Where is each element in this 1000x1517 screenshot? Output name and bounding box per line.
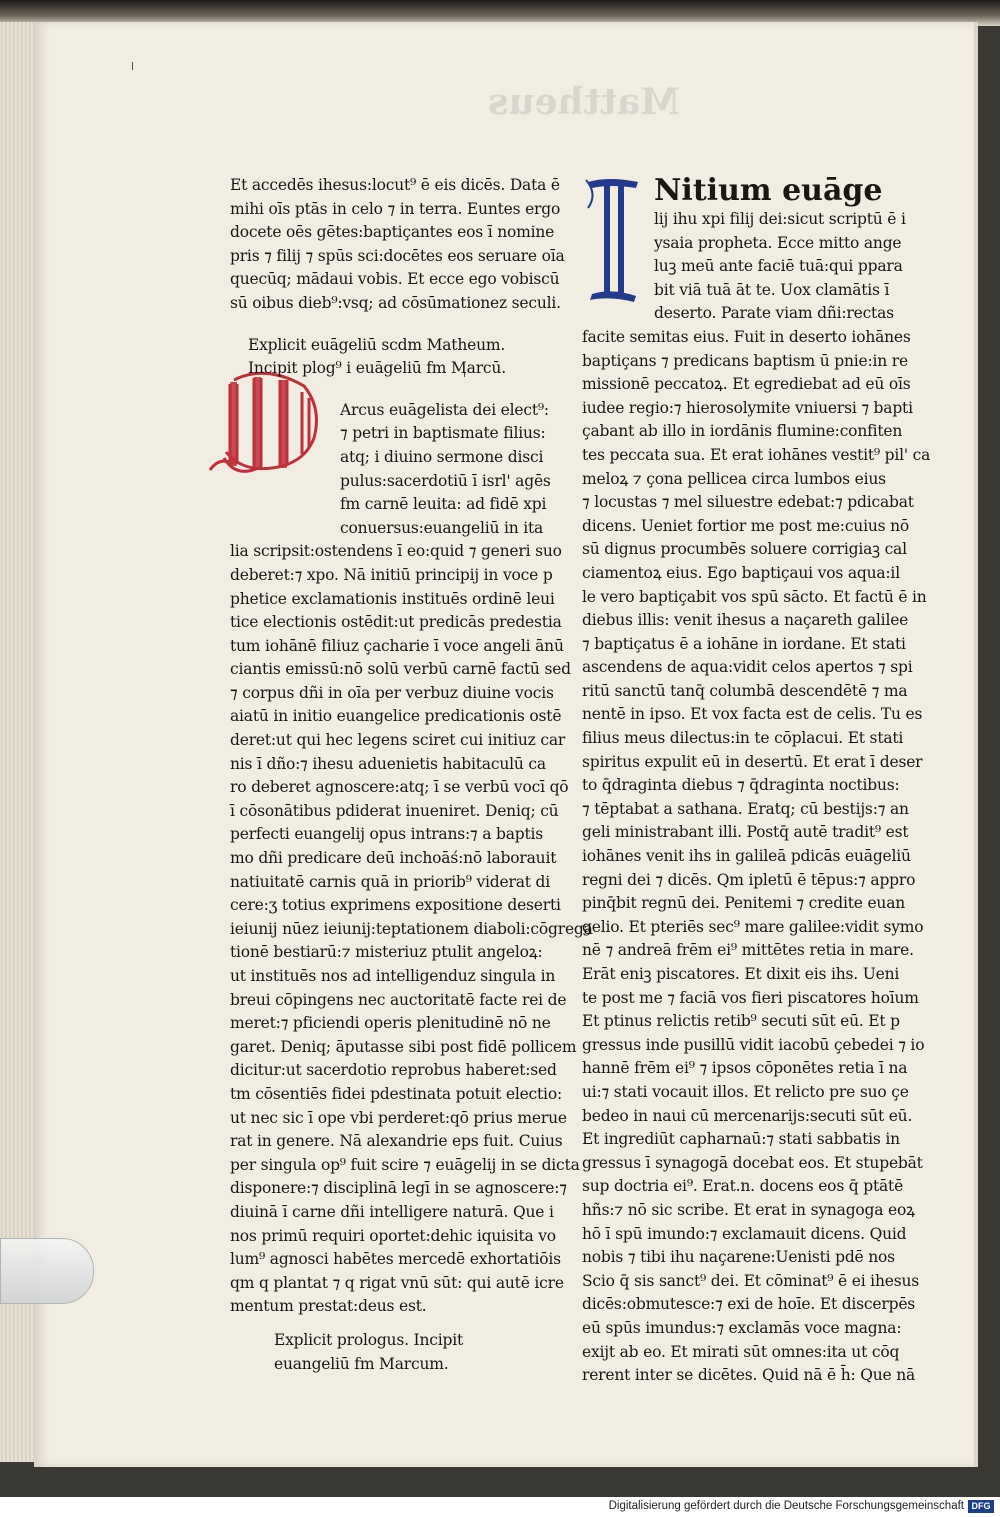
- text-line: pulus:sacerdotiū ī isrl' agēs: [340, 471, 551, 490]
- text-line: tice electionis ostēdit:ut predicās predestia: [230, 613, 562, 632]
- text-line: diuinā ī carne dñi intelligere naturā. Que i: [230, 1202, 554, 1221]
- text-line: Et accedēs ihesus:locut⁹ ē eis dicēs. Data ē: [230, 176, 560, 194]
- text-line: disponere:⁊ disciplinā legī in se agnoscere:⁊: [230, 1179, 567, 1198]
- text-line: tes peccata sua. Et erat iohānes vestit⁹ pil' ca: [582, 445, 931, 464]
- text-line: breui cōpingens nec auctoritatē facte rei de: [230, 990, 567, 1009]
- explicit-line: Explicit prologus. Incipit: [274, 1330, 464, 1349]
- text-line: qm q plantat ⁊ q rigat vnū sūt: qui autē icre: [230, 1273, 564, 1292]
- text-line: geli ministrabant illi. Postq̄ autē tradit⁹ est: [582, 823, 909, 842]
- text-line: dicitur:ut sacerdotio reprobus haberet:sed: [230, 1061, 557, 1080]
- text-line: ysaia propheta. Ecce mitto ange: [654, 233, 902, 252]
- text-line: ⁊ locustas ⁊ mel siluestre edebat:⁊ pdicabat: [582, 493, 914, 512]
- text-line: ro deberet agnoscere:atq; ī se verbū vocī qō: [230, 778, 569, 797]
- text-line: Scio q̄ sis sanct⁹ dei. Et cōminat⁹ ē ei ihesus: [582, 1271, 919, 1290]
- text-line: ieiunij nūez ieiunij:teptationem diaboli:cōgrega: [230, 919, 593, 938]
- text-line: sū oibus dieb⁹:vsq; ad cōsūmationez seculi.: [230, 293, 561, 312]
- text-line: Et ingrediūt capharnaū:⁊ stati sabbatis in: [582, 1130, 900, 1149]
- text-line: pris ⁊ filij ⁊ spūs sci:docētes eos seruare oīa: [230, 246, 565, 265]
- text-line: per singula op⁹ fuit scire ⁊ euāgelij in se dicta: [230, 1155, 580, 1174]
- text-line: deserto. Parate viam dñi:rectas: [654, 304, 894, 323]
- text-line: exijt ab eo. Et mirati sūt omnes:ita ut cōq: [582, 1342, 900, 1361]
- text-line: te post me ⁊ faciā vos fieri piscatores hoīum: [582, 988, 919, 1007]
- mirrored-running-head: Mattheus: [488, 81, 680, 123]
- text-line: perfecti euangelij opus intrans:⁊ a baptis: [230, 825, 544, 844]
- text-line: Erāt eniꝫ piscatores. Et dixit eis ihs. Ueni: [582, 965, 900, 983]
- text-line: ⁊ baptiçatus ē a iohāne in iordane. Et stati: [582, 634, 906, 653]
- text-line: aiatū in initio euangelice predicationis ostē: [230, 707, 562, 726]
- incipit-prologue-line: Incipit plog⁹ i euāgeliū fm Marcū.: [248, 359, 506, 378]
- text-line: deret:ut qui hec legens sciret cui initiuz car: [230, 731, 566, 750]
- text-line: ⁊ tēptabat a sathana. Eratq; cū bestijs:⁊ an: [582, 799, 909, 818]
- text-line: eū spūs imundus:⁊ exclamās voce magna:: [582, 1318, 902, 1337]
- text-line: baptiçans ⁊ predicans baptism ū pnie:in re: [582, 351, 908, 370]
- text-line: ciantis emissū:nō solū verbū carnē factū sed: [230, 660, 571, 679]
- text-line: nos primū requiri oportet:dehic iquisita vo: [230, 1226, 556, 1245]
- text-line: ⁊ petri in baptismate filius:: [340, 424, 546, 443]
- text-line: quecūq; mādaui vobis. Et ecce ego vobiscū: [230, 270, 560, 289]
- text-line: conuersus:euangeliū in ita: [340, 518, 544, 537]
- text-line: ut nec sic ī ope vbi perderet:qō prius merue: [230, 1108, 567, 1127]
- explicit-line: Explicit euāgeliū scdm Matheum.: [248, 335, 506, 354]
- text-line: Arcus euāgelista dei elect⁹:: [340, 400, 549, 419]
- text-line: le vero baptiçabit vos spū sācto. Et factū ē in: [582, 587, 927, 606]
- text-line: tum iohānē filiuz çacharie ī voce angeli ānū: [230, 636, 564, 655]
- digitization-credit: Digitalisierung gefördert durch die Deutsche Forschungsgemeinschaft: [608, 1500, 964, 1512]
- text-line: bedeo in naui cū mercenarijs:secuti sūt eū.: [582, 1106, 913, 1125]
- text-line: meloꝝ ⁊ çona pellicea circa lumbos eius: [582, 469, 886, 488]
- text-line: nē ⁊ andreā frēm ei⁹ mittētes retia in mare.: [582, 941, 914, 960]
- left-text-column: [230, 174, 593, 1376]
- text-line: sup doctria ei⁹. Erat.n. docens eos q̄ ptātē: [582, 1177, 904, 1196]
- text-line: mentum prestat:deus est.: [230, 1297, 427, 1316]
- text-line: hñs:⁊ nō sic scribe. Et erat in synagoga eoꝝ: [582, 1200, 915, 1219]
- text-line: ritū sanctū tanq̄ columbā descendētē ⁊ ma: [582, 681, 908, 700]
- text-line: Et ptinus relictis retib⁹ secuti sūt eū. Et p: [582, 1012, 900, 1031]
- text-line: natiuitatē carnis quā in priorib⁹ viderat di: [230, 872, 550, 891]
- text-line: mo dñi predicare deū inchoāś:nō laborauit: [230, 849, 557, 868]
- text-line: sū dignus procumbēs soluere corrigiaꝫ cal: [582, 540, 907, 559]
- text-line: nobis ⁊ tibi ihu naçarene:Uenisti pdē nos: [582, 1248, 895, 1267]
- text-line: fm carnē leuita: ad fidē xpi: [340, 495, 547, 514]
- text-line: mihi oīs ptās in celo ⁊ in terra. Euntes ergo: [230, 199, 561, 218]
- right-text-column: [582, 173, 931, 1388]
- dfg-logo: DFG: [968, 1500, 994, 1513]
- text-line: lum⁹ agnosci habētes mercedē exhortatiōis: [230, 1250, 561, 1269]
- text-line: dicens. Ueniet fortior me post me:cuius nō: [582, 516, 910, 535]
- text-line: luꝫ meū ante faciē tuā:qui ppara: [654, 257, 903, 276]
- text-line: gressus ī synagogā docebat eos. Et stupebāt: [582, 1153, 923, 1172]
- text-line: lij ihu xpi filij dei:sicut scriptū ē i: [654, 210, 906, 228]
- text-line: rerent inter se dicētes. Quid nā ē h̄: Que nā: [582, 1366, 916, 1385]
- text-line: nis ī dño:⁊ ihesu aduenietis habitaculū ca: [230, 754, 546, 773]
- page-holder-clip: [0, 1238, 94, 1304]
- text-line: ut instituēs nos ad intelligenduz singula in: [230, 967, 556, 985]
- text-line: filius meus dilectus:in te cōplacui. Et stati: [582, 729, 904, 748]
- text-line: docete oēs gētes:baptiçantes eos ī nomine: [230, 223, 555, 242]
- text-line: deberet:⁊ xpo. Nā initiū principij in voce p: [230, 565, 553, 584]
- text-line: gressus inde pusillū vidit iacobū çebedei ⁊ io: [582, 1035, 925, 1054]
- text-line: iudee regio:⁊ hierosolymite vniuersi ⁊ bapti: [582, 398, 913, 417]
- text-line: ciamentoꝝ eius. Ego baptiçaui vos aqua:il: [582, 563, 900, 582]
- text-line: ascendens de aqua:vidit celos apertos ⁊ spi: [582, 658, 913, 677]
- text-line: bit viā tuā āt te. Uox clamātis ī: [654, 280, 890, 299]
- text-line: spiritus expulit eū in desertū. Et erat ī deser: [582, 752, 923, 771]
- text-line: rat in genere. Nā alexandrie eps fuit. Cuius: [230, 1132, 563, 1151]
- text-line: regni dei ⁊ dicēs. Qm ipletū ē tēpus:⁊ appro: [582, 870, 916, 889]
- text-line: diebus illis: venit ihesus a naçareth galilee: [582, 611, 909, 630]
- text-line: hannē frēm ei⁹ ⁊ ipsos cōponētes retia ī na: [582, 1059, 908, 1078]
- text-line: gelio. Et pteriēs sec⁹ mare galilee:vidit symo: [582, 917, 924, 936]
- text-line: lia scripsit:ostendens ī eo:quid ⁊ generi suo: [230, 542, 562, 561]
- paper-speck: [132, 62, 133, 70]
- text-line: garet. Deniq; āputasse sibi post fidē pollicem: [230, 1037, 577, 1056]
- text-line: atq; i diuino sermone disci: [340, 447, 544, 466]
- text-line: iohānes venit ihs in galileā pdicās euāgeliū: [582, 847, 911, 866]
- text-line: facite semitas eius. Fuit in deserto iohānes: [582, 327, 911, 346]
- text-line: ⁊ corpus dñi in oīa per verbuz diuine vocis: [230, 683, 554, 702]
- text-line: çabant ab illo in iordānis flumine:confiten: [582, 422, 903, 441]
- text-line: missionē peccatoꝝ. Et egrediebat ad eū oīs: [582, 375, 911, 394]
- text-line: to q̄draginta diebus ⁊ q̄draginta noctibus:: [582, 776, 900, 795]
- text-line: pinq̄bit regnū dei. Penitemi ⁊ credite euan: [582, 894, 906, 913]
- text-line: tm cōsentiēs fidei pdestinata potuit electio:: [230, 1084, 562, 1103]
- incipit-heading: Nitium euāge: [654, 173, 883, 208]
- text-line: ī cōsonātibus pdiderat inueniret. Deniq; cū: [230, 801, 559, 820]
- text-line: ui:⁊ stati vocauit illos. Et relicto pre suo çe: [582, 1082, 909, 1101]
- text-line: meret:⁊ pficiendi operis plenitudinē nō ne: [230, 1014, 551, 1033]
- text-line: nentē in ipso. Et vox facta est de celis. Tu es: [582, 705, 923, 724]
- text-line: dicēs:obmutesce:⁊ exi de hoīe. Et discerpēs: [582, 1295, 916, 1314]
- text-line: phetice exclamationis instituēs ordinē leui: [230, 589, 555, 608]
- text-line: tionē bestiarū:⁊ misteriuz ptulit angeloꝝ:: [230, 943, 543, 962]
- text-line: cere:ʒ totius exprimens expositione deserti: [230, 896, 561, 915]
- text-line: hō ī spū imundo:⁊ exclamauit dicens. Quid: [582, 1224, 907, 1243]
- explicit-line: euangeliū fm Marcum.: [274, 1354, 449, 1373]
